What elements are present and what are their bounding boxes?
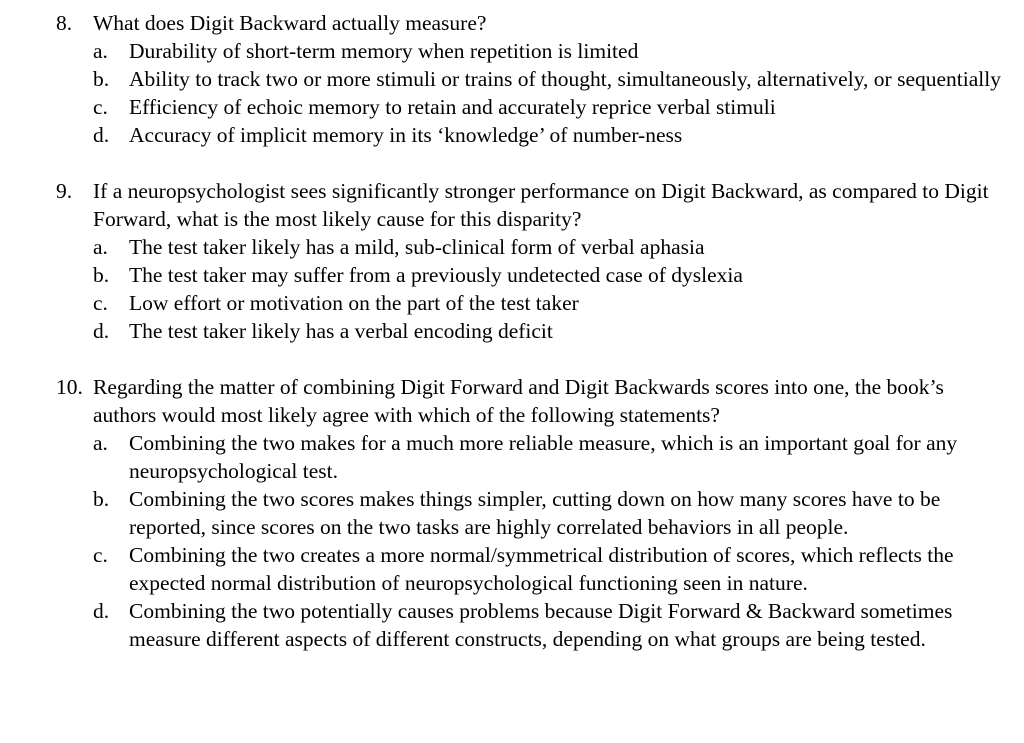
option-text: Combining the two scores makes things simpler, cutting down on how many scores have to be reported, since scores on the two tasks are highly correlated behaviors in all people.: [129, 487, 941, 539]
question-number: 8.: [56, 11, 73, 35]
question-number: 9.: [56, 179, 73, 203]
answer-option-d: [0, 317, 1024, 345]
question-number: 10.: [56, 375, 83, 399]
document-page: [0, 9, 1024, 653]
question-text: What does Digit Backward actually measure?: [93, 11, 487, 35]
answer-option-a: [0, 429, 1024, 485]
question-9: [0, 177, 1024, 345]
spacer: [0, 149, 1024, 177]
question-stem: [0, 9, 1024, 37]
answer-option-c: [0, 93, 1024, 121]
option-letter: b.: [93, 487, 110, 511]
option-text: Durability of short-term memory when repetition is limited: [129, 39, 639, 63]
option-text: Combining the two potentially causes problems because Digit Forward & Backward sometimes measure different aspects of different constructs, depending on what groups are being tested.: [129, 599, 953, 651]
answer-option-b: [0, 65, 1024, 93]
spacer: [0, 345, 1024, 373]
option-text: Efficiency of echoic memory to retain and accurately reprice verbal stimuli: [129, 95, 776, 119]
question-text: If a neuropsychologist sees significantly stronger performance on Digit Backward, as compared to Digit Forward, what is the most likely cause for this disparity?: [93, 179, 989, 231]
option-letter: d.: [93, 319, 110, 343]
option-letter: c.: [93, 543, 108, 567]
option-text: Ability to track two or more stimuli or trains of thought, simultaneously, alternatively, or sequentially: [129, 67, 1001, 91]
option-letter: a.: [93, 39, 108, 63]
answer-option-d: [0, 121, 1024, 149]
option-text: Low effort or motivation on the part of the test taker: [129, 291, 579, 315]
answer-option-c: [0, 289, 1024, 317]
option-letter: c.: [93, 291, 108, 315]
option-letter: a.: [93, 431, 108, 455]
option-letter: c.: [93, 95, 108, 119]
option-text: The test taker may suffer from a previously undetected case of dyslexia: [129, 263, 743, 287]
option-letter: b.: [93, 263, 110, 287]
question-stem: [0, 177, 1024, 233]
answer-option-a: [0, 233, 1024, 261]
option-text: Combining the two creates a more normal/symmetrical distribution of scores, which reflects the expected normal distribution of neuropsychological functioning seen in nature.: [129, 543, 954, 595]
question-10: [0, 373, 1024, 653]
option-text: The test taker likely has a verbal encoding deficit: [129, 319, 553, 343]
option-text: Accuracy of implicit memory in its ‘knowledge’ of number-ness: [129, 123, 683, 147]
question-8: [0, 9, 1024, 149]
option-text: The test taker likely has a mild, sub-clinical form of verbal aphasia: [129, 235, 705, 259]
option-letter: d.: [93, 123, 110, 147]
answer-option-d: [0, 597, 1024, 653]
option-text: Combining the two makes for a much more reliable measure, which is an important goal for any neuropsychological test.: [129, 431, 958, 483]
answer-option-b: [0, 485, 1024, 541]
answer-option-b: [0, 261, 1024, 289]
option-letter: a.: [93, 235, 108, 259]
option-letter: d.: [93, 599, 110, 623]
option-letter: b.: [93, 67, 110, 91]
question-text: Regarding the matter of combining Digit Forward and Digit Backwards scores into one, the book’s authors would most likely agree with which of the following statements?: [93, 375, 944, 427]
answer-option-a: [0, 37, 1024, 65]
question-stem: [0, 373, 1024, 429]
answer-option-c: [0, 541, 1024, 597]
